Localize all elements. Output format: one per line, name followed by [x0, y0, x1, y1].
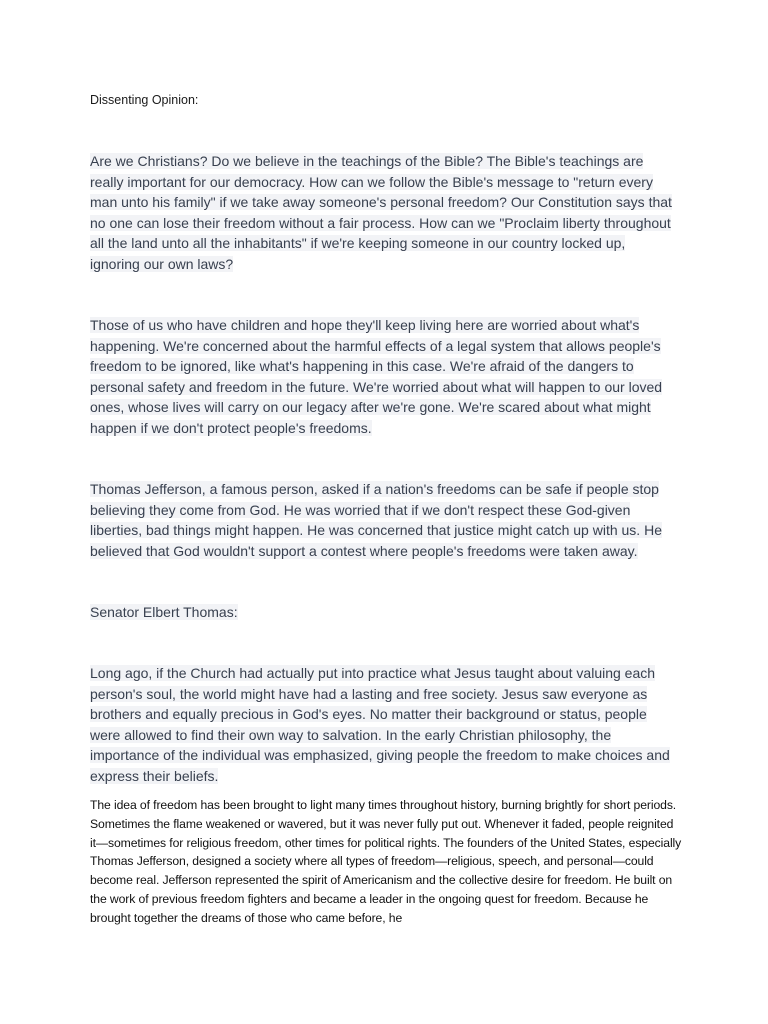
paragraph-church — [90, 663, 675, 787]
paragraph-bible-text: Are we Christians? Do we believe in the teachings of the Bible? The Bible's teachings are really important for our democracy. How can we follow the Bible's message to "return every man unto his family" if we take away someone's personal freedom? Our Constitution says that no one can lose their freedom without a fair process. How can we "Proclaim liberty throughout all the land unto all the inhabitants" if we're keeping someone in our country locked up, ignoring our own laws? — [90, 153, 672, 272]
paragraph-freedom-history: The idea of freedom has been brought to light many times throughout history, burning brightly for short periods. Sometimes the flame weakened or wavered, but it was never fully put out. Whenever it faded, people reignited it—sometimes for religious freedom, other times for political rights. The founders of the United States, especially Thomas Jefferson, designed a society where all types of freedom—religious, speech, and personal—could become real. Jefferson represented the spirit of Americanism and the collective desire for freedom. He built on the work of previous freedom fighters and became a leader in the ongoing quest for freedom. Because he brought together the dreams of those who came before, he — [90, 798, 682, 925]
senator-heading-text: Senator Elbert Thomas: — [90, 604, 238, 620]
paragraph-church-text: Long ago, if the Church had actually put into practice what Jesus taught about valuing each person's soul, the world might have had a lasting and free society. Jesus saw everyone as brothers and equally precious in God's eyes. No matter their background or status, people were allowed to find their own way to salvation. In the early Christian philosophy, the importance of the individual was emphasized, giving people the freedom to make choices and express their beliefs. — [90, 665, 670, 784]
paragraph-jefferson-text: Thomas Jefferson, a famous person, asked if a nation's freedoms can be safe if people stop believing they come from God. He was worried that if we don't respect these God-given liberties, bad things might happen. He was concerned that justice might catch up with us. He believed that God wouldn't support a contest where people's freedoms were taken away. — [90, 481, 662, 559]
paragraph-children-text: Those of us who have children and hope they'll keep living here are worried about what's happening. We're concerned about the harmful effects of a legal system that allows people's freedom to be ignored, like what's happening in this case. We're afraid of the dangers to personal safety and freedom in the future. We're worried about what will happen to our loved ones, whose lives will carry on our legacy after we're gone. We're scared about what might happen if we don't protect people's freedoms. — [90, 317, 663, 436]
paragraph-bible — [90, 151, 675, 275]
paragraph-jefferson — [90, 479, 675, 561]
paragraph-children — [90, 315, 675, 439]
dissenting-opinion-heading: Dissenting Opinion: — [90, 93, 199, 107]
senator-heading — [90, 602, 675, 623]
